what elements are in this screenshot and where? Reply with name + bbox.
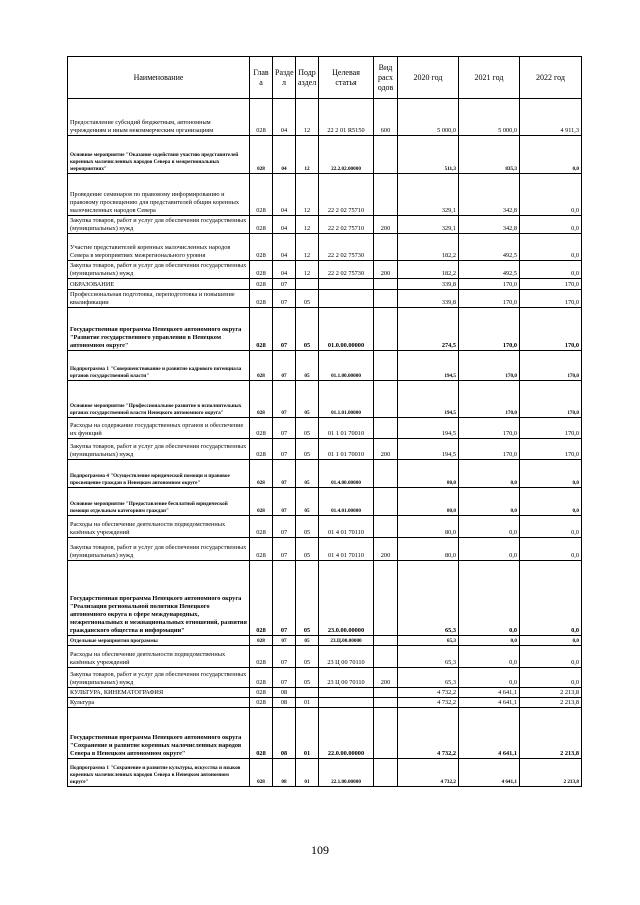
cell-2021: 0,0: [459, 538, 520, 561]
cell-name: Расходы на обеспечение деятельности подведомственных казённых учреждений: [68, 516, 250, 538]
cell-2021: 4 641,1: [459, 759, 520, 787]
cell-2020: 194,5: [398, 351, 459, 381]
cell-target: 22 2 02 75730: [319, 261, 374, 279]
cell-2020: 182,2: [398, 261, 459, 279]
cell-vid: 200: [374, 439, 398, 460]
cell-target: 22.1.00.00000: [319, 759, 374, 787]
cell-2022: 170,0: [520, 418, 582, 439]
table-row: [68, 561, 582, 636]
cell-razdel: 07: [273, 439, 296, 460]
cell-podrazdel: 05: [296, 516, 319, 538]
cell-razdel: 07: [273, 646, 296, 668]
cell-target: 23.Ц.00.00000: [319, 636, 374, 646]
cell-name: Основное мероприятие "Предоставление бесплатной юридической помощи отдельным категориям граждан": [68, 488, 250, 516]
cell-2022: 0,0: [520, 636, 582, 646]
table-header-row: [68, 57, 582, 99]
cell-2022: 2 213,8: [520, 708, 582, 759]
col-header-2021: 2021 год: [459, 57, 520, 99]
cell-2022: 0,0: [520, 516, 582, 538]
cell-podrazdel: 05: [296, 668, 319, 688]
col-header-2020: 2020 год: [398, 57, 459, 99]
table-row: [68, 381, 582, 418]
cell-target: 22 2 01 R5150: [319, 99, 374, 136]
cell-target: 01 1 01 70010: [319, 439, 374, 460]
cell-2022: 170,0: [520, 279, 582, 290]
cell-2020: 80,0: [398, 488, 459, 516]
cell-2022: 170,0: [520, 290, 582, 308]
cell-name: Предоставление субсидий бюджетным, автономным учреждениям и иным некоммерческим организациям: [68, 99, 250, 136]
cell-2020: 65,3: [398, 668, 459, 688]
cell-razdel: 08: [273, 698, 296, 708]
cell-podrazdel: 01: [296, 698, 319, 708]
cell-target: 01.1.00.00000: [319, 351, 374, 381]
cell-glava: 028: [250, 308, 273, 351]
cell-razdel: 08: [273, 708, 296, 759]
table-row: [68, 174, 582, 216]
cell-2022: 170,0: [520, 308, 582, 351]
cell-2021: 0,0: [459, 668, 520, 688]
cell-podrazdel: 05: [296, 381, 319, 418]
cell-2020: 4 732,2: [398, 708, 459, 759]
cell-name: Государственная программа Ненецкого автономного округа "Реализация региональной политики Ненецкого автономного округа в сфере международных, межрегиональных и межнациональных отношений, развития гражданского общества и информации": [68, 561, 250, 636]
cell-target: 23 Ц 00 70110: [319, 646, 374, 668]
cell-2020: 329,1: [398, 174, 459, 216]
cell-razdel: 07: [273, 290, 296, 308]
cell-name: Закупка товаров, работ и услуг для обеспечения государственных (муниципальных) нужд: [68, 668, 250, 688]
cell-2021: 342,8: [459, 216, 520, 234]
cell-vid: [374, 688, 398, 698]
cell-razdel: 04: [273, 99, 296, 136]
table-row: [68, 646, 582, 668]
table-row: [68, 488, 582, 516]
table-row: [68, 759, 582, 787]
cell-2021: 5 000,0: [459, 99, 520, 136]
cell-2021: 0,0: [459, 488, 520, 516]
cell-2021: 4 641,1: [459, 698, 520, 708]
cell-name: Закупка товаров, работ и услуг для обеспечения государственных (муниципальных) нужд: [68, 538, 250, 561]
table-row: [68, 668, 582, 688]
cell-podrazdel: 05: [296, 290, 319, 308]
cell-name: Государственная программа Ненецкого автономного округа "Развитие государственного управления в Ненецком автономном округе": [68, 308, 250, 351]
cell-name: Подпрограмма 1 "Совершенствование и развитие кадрового потенциала органов государственной власти": [68, 351, 250, 381]
cell-razdel: 04: [273, 234, 296, 261]
cell-2022: 0,0: [520, 561, 582, 636]
cell-vid: [374, 381, 398, 418]
cell-razdel: 08: [273, 759, 296, 787]
cell-target: 01.1.01.00000: [319, 381, 374, 418]
cell-podrazdel: 12: [296, 136, 319, 174]
cell-vid: [374, 698, 398, 708]
cell-target: 01 1 01 70010: [319, 418, 374, 439]
cell-podrazdel: 05: [296, 439, 319, 460]
cell-vid: [374, 646, 398, 668]
cell-razdel: 07: [273, 636, 296, 646]
cell-name: Культура: [68, 698, 250, 708]
cell-podrazdel: 12: [296, 261, 319, 279]
cell-podrazdel: 05: [296, 488, 319, 516]
cell-razdel: 08: [273, 688, 296, 698]
table-row: [68, 698, 582, 708]
cell-2021: 4 641,1: [459, 688, 520, 698]
cell-2020: 329,1: [398, 216, 459, 234]
cell-2020: 274,5: [398, 308, 459, 351]
cell-2021: 170,0: [459, 418, 520, 439]
table-row: [68, 308, 582, 351]
cell-2020: 194,5: [398, 439, 459, 460]
table-row: [68, 99, 582, 136]
cell-vid: [374, 759, 398, 787]
cell-2020: 4 732,2: [398, 698, 459, 708]
col-header-podrazdel: Подр аздел: [296, 57, 319, 99]
cell-vid: [374, 460, 398, 488]
cell-razdel: 07: [273, 279, 296, 290]
cell-2021: 170,0: [459, 381, 520, 418]
cell-2021: 170,0: [459, 290, 520, 308]
cell-name: ОБРАЗОВАНИЕ: [68, 279, 250, 290]
cell-podrazdel: 12: [296, 234, 319, 261]
cell-glava: 028: [250, 698, 273, 708]
cell-target: 01 4 01 70110: [319, 516, 374, 538]
cell-2020: 65,3: [398, 646, 459, 668]
cell-vid: 200: [374, 668, 398, 688]
cell-glava: 028: [250, 279, 273, 290]
cell-vid: [374, 234, 398, 261]
cell-2021: 170,0: [459, 279, 520, 290]
cell-name: Профессиональная подготовка, переподготовка и повышение квалификации: [68, 290, 250, 308]
cell-2020: 80,0: [398, 516, 459, 538]
cell-vid: 200: [374, 216, 398, 234]
cell-2021: 0,0: [459, 460, 520, 488]
cell-razdel: 04: [273, 136, 296, 174]
cell-podrazdel: 05: [296, 351, 319, 381]
cell-2021: 835,3: [459, 136, 520, 174]
cell-target: 22 2 02 75730: [319, 234, 374, 261]
table-row: [68, 234, 582, 261]
budget-table: [67, 56, 582, 787]
cell-podrazdel: 05: [296, 460, 319, 488]
cell-podrazdel: [296, 688, 319, 698]
cell-glava: 028: [250, 261, 273, 279]
cell-2021: 492,5: [459, 234, 520, 261]
cell-razdel: 07: [273, 418, 296, 439]
cell-name: Основное мероприятие "Профессиональное развитие в исполнительных органах государственной власти Ненецкого автономного округа": [68, 381, 250, 418]
cell-podrazdel: 12: [296, 99, 319, 136]
cell-razdel: 07: [273, 460, 296, 488]
cell-name: Закупка товаров, работ и услуг для обеспечения государственных (муниципальных) нужд: [68, 261, 250, 279]
cell-target: 22.2.02.00000: [319, 136, 374, 174]
cell-2022: 2 213,8: [520, 688, 582, 698]
cell-razdel: 04: [273, 261, 296, 279]
cell-2020: 194,5: [398, 418, 459, 439]
cell-name: Участие представителей коренных малочисленных народов Севера в мероприятиях межрегионального уровня: [68, 234, 250, 261]
cell-target: [319, 279, 374, 290]
cell-name: Проведение семинаров по правовому информированию и правовому просвещению для представителей общин коренных малочисленных народов Севера: [68, 174, 250, 216]
cell-2020: 182,2: [398, 234, 459, 261]
budget-table-sheet: [67, 56, 581, 787]
cell-podrazdel: 05: [296, 418, 319, 439]
cell-target: 01.0.00.00000: [319, 308, 374, 351]
cell-2021: 342,8: [459, 174, 520, 216]
cell-name: КУЛЬТУРА, КИНЕМАТОГРАФИЯ: [68, 688, 250, 698]
cell-glava: 028: [250, 759, 273, 787]
cell-2020: 5 000,0: [398, 99, 459, 136]
cell-2022: 170,0: [520, 439, 582, 460]
cell-name: Основное мероприятие "Оказание содействия участию представителей коренных малочисленных народов Севера в межрегиональных мероприятиях": [68, 136, 250, 174]
cell-2022: 0,0: [520, 488, 582, 516]
cell-glava: 028: [250, 668, 273, 688]
cell-glava: 028: [250, 708, 273, 759]
cell-vid: [374, 418, 398, 439]
cell-name: Отдельные мероприятия программы: [68, 636, 250, 646]
table-row: [68, 279, 582, 290]
cell-glava: 028: [250, 290, 273, 308]
cell-2021: 492,5: [459, 261, 520, 279]
table-row: [68, 460, 582, 488]
cell-vid: [374, 561, 398, 636]
cell-razdel: 07: [273, 538, 296, 561]
cell-2022: 0,0: [520, 174, 582, 216]
cell-vid: [374, 290, 398, 308]
cell-target: [319, 290, 374, 308]
cell-2022: 2 213,8: [520, 759, 582, 787]
cell-vid: [374, 636, 398, 646]
cell-2022: 0,0: [520, 136, 582, 174]
table-row: [68, 351, 582, 381]
cell-2022: 0,0: [520, 216, 582, 234]
cell-razdel: 07: [273, 561, 296, 636]
cell-2020: 194,5: [398, 381, 459, 418]
cell-name: Государственная программа Ненецкого автономного округа "Сохранение и развитие коренных малочисленных народов Севера в Ненецком автономном округе": [68, 708, 250, 759]
cell-2022: 2 213,8: [520, 698, 582, 708]
cell-glava: 028: [250, 439, 273, 460]
cell-2020: 339,8: [398, 279, 459, 290]
cell-podrazdel: 12: [296, 174, 319, 216]
table-row: [68, 418, 582, 439]
cell-vid: [374, 351, 398, 381]
cell-2021: 170,0: [459, 351, 520, 381]
cell-2021: 0,0: [459, 646, 520, 668]
cell-name: Подпрограмма 4 "Осуществление юридической помощи и правовое просвещение граждан в Ненецком автономном округе": [68, 460, 250, 488]
cell-razdel: 07: [273, 488, 296, 516]
cell-razdel: 07: [273, 308, 296, 351]
cell-vid: [374, 516, 398, 538]
cell-podrazdel: 05: [296, 646, 319, 668]
cell-2022: 0,0: [520, 261, 582, 279]
cell-target: [319, 688, 374, 698]
cell-2021: 0,0: [459, 636, 520, 646]
table-row: [68, 439, 582, 460]
page-number: 109: [311, 843, 329, 857]
cell-glava: 028: [250, 516, 273, 538]
cell-glava: 028: [250, 136, 273, 174]
cell-glava: 028: [250, 351, 273, 381]
cell-2022: 0,0: [520, 234, 582, 261]
cell-glava: 028: [250, 538, 273, 561]
table-row: [68, 538, 582, 561]
cell-podrazdel: 01: [296, 759, 319, 787]
cell-vid: 600: [374, 99, 398, 136]
cell-razdel: 07: [273, 516, 296, 538]
cell-podrazdel: 05: [296, 538, 319, 561]
cell-name: Закупка товаров, работ и услуг для обеспечения государственных (муниципальных) нужд: [68, 216, 250, 234]
cell-2021: 0,0: [459, 516, 520, 538]
col-header-name: Наименование: [68, 57, 250, 99]
cell-vid: [374, 708, 398, 759]
table-row: [68, 216, 582, 234]
cell-vid: [374, 136, 398, 174]
table-row: [68, 688, 582, 698]
cell-target: 01.4.00.00000: [319, 460, 374, 488]
cell-podrazdel: 05: [296, 308, 319, 351]
table-row: [68, 708, 582, 759]
cell-podrazdel: 12: [296, 216, 319, 234]
col-header-vid: Вид расх одов: [374, 57, 398, 99]
cell-target: 22 2 02 75710: [319, 174, 374, 216]
cell-2020: 80,0: [398, 460, 459, 488]
table-row: [68, 636, 582, 646]
cell-name: Подпрограмма 1 "Сохранение и развитие культуры, искусства и языков коренных малочисленных народов Севера в Ненецком автономном округе": [68, 759, 250, 787]
cell-glava: 028: [250, 381, 273, 418]
cell-2021: 4 641,1: [459, 708, 520, 759]
cell-razdel: 04: [273, 174, 296, 216]
cell-vid: [374, 488, 398, 516]
table-row: [68, 136, 582, 174]
cell-2020: 4 732,2: [398, 759, 459, 787]
cell-podrazdel: 05: [296, 561, 319, 636]
cell-glava: 028: [250, 688, 273, 698]
cell-2020: 80,0: [398, 538, 459, 561]
cell-2022: 0,0: [520, 668, 582, 688]
cell-podrazdel: 05: [296, 636, 319, 646]
cell-glava: 028: [250, 418, 273, 439]
table-row: [68, 516, 582, 538]
cell-vid: 200: [374, 538, 398, 561]
cell-razdel: 07: [273, 381, 296, 418]
cell-razdel: 07: [273, 668, 296, 688]
cell-vid: [374, 279, 398, 290]
table-body: [68, 99, 582, 787]
cell-2020: 339,8: [398, 290, 459, 308]
cell-glava: 028: [250, 561, 273, 636]
cell-glava: 028: [250, 174, 273, 216]
cell-target: 01 4 01 70110: [319, 538, 374, 561]
cell-target: 23.0.00.00000: [319, 561, 374, 636]
cell-2020: 65,3: [398, 561, 459, 636]
cell-target: 01.4.01.00000: [319, 488, 374, 516]
table-row: [68, 261, 582, 279]
cell-glava: 028: [250, 460, 273, 488]
cell-vid: [374, 174, 398, 216]
table-row: [68, 290, 582, 308]
cell-2020: 4 732,2: [398, 688, 459, 698]
cell-razdel: 04: [273, 216, 296, 234]
cell-vid: [374, 308, 398, 351]
cell-2022: 0,0: [520, 538, 582, 561]
cell-glava: 028: [250, 216, 273, 234]
col-header-2022: 2022 год: [520, 57, 582, 99]
cell-name: Закупка товаров, работ и услуг для обеспечения государственных (муниципальных) нужд: [68, 439, 250, 460]
cell-2022: 4 911,3: [520, 99, 582, 136]
cell-name: Расходы на содержание государственных органов и обеспечение их функций: [68, 418, 250, 439]
cell-2021: 170,0: [459, 439, 520, 460]
col-header-razdel: Разде л: [273, 57, 296, 99]
cell-vid: 200: [374, 261, 398, 279]
cell-podrazdel: 01: [296, 708, 319, 759]
cell-2020: 65,3: [398, 636, 459, 646]
cell-2022: 0,0: [520, 460, 582, 488]
cell-razdel: 07: [273, 351, 296, 381]
col-header-target: Целевая статья: [319, 57, 374, 99]
cell-glava: 028: [250, 488, 273, 516]
cell-glava: 028: [250, 646, 273, 668]
cell-name: Расходы на обеспечение деятельности подведомственных казённых учреждений: [68, 646, 250, 668]
cell-2021: 170,0: [459, 308, 520, 351]
cell-glava: 028: [250, 636, 273, 646]
col-header-glava: Глав а: [250, 57, 273, 99]
cell-glava: 028: [250, 99, 273, 136]
cell-target: 23 Ц 00 70110: [319, 668, 374, 688]
cell-target: [319, 698, 374, 708]
cell-2022: 170,0: [520, 351, 582, 381]
cell-2022: 170,0: [520, 381, 582, 418]
cell-target: 22.0.00.00000: [319, 708, 374, 759]
cell-2022: 0,0: [520, 646, 582, 668]
cell-2020: 511,3: [398, 136, 459, 174]
cell-podrazdel: [296, 279, 319, 290]
cell-glava: 028: [250, 234, 273, 261]
cell-2021: 0,0: [459, 561, 520, 636]
cell-target: 22 2 02 75710: [319, 216, 374, 234]
